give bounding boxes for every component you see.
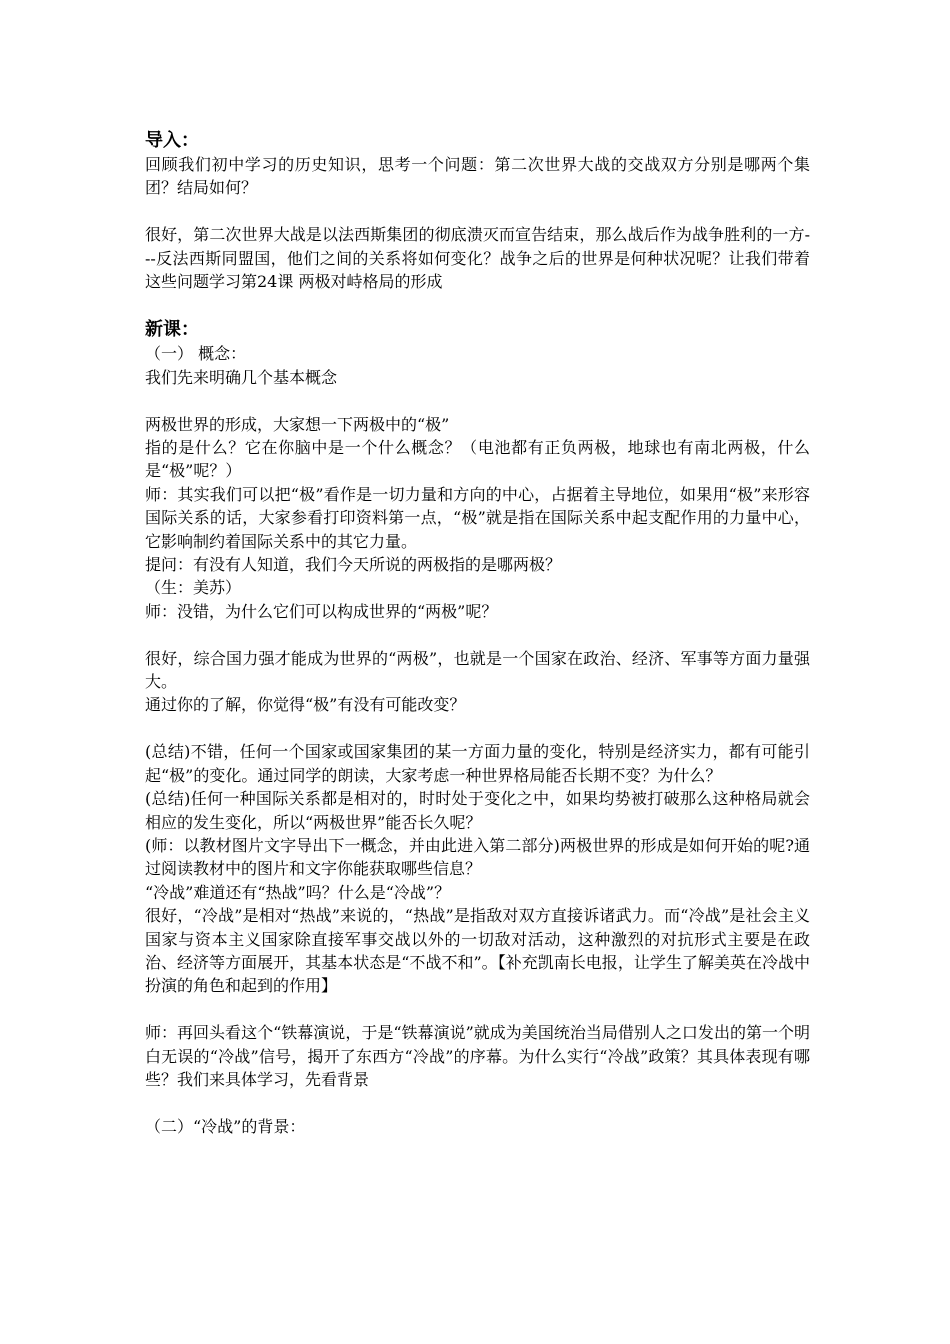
section-1-paragraph: 很好，综合国力强才能成为世界的“两极”，也就是一个国家在政治、经济、军事等方面力量强大。 bbox=[145, 648, 810, 692]
section-1-paragraph: (师：以教材图片文字导出下一概念，并由此进入第二部分)两极世界的形成是如何开始的呢?通过阅读教材中的图片和文字你能获取哪些信息？ bbox=[145, 835, 810, 879]
blank-line bbox=[145, 389, 810, 412]
lesson-heading: 新课： bbox=[145, 319, 199, 341]
section-1-paragraph: 师：再回头看这个“铁幕演说，于是“铁幕演说”就成为美国统治当局借别人之口发出的第一个明白无误的“冷战”信号，揭开了东西方“冷战”的序幕。为什么实行“冷战”政策？其具体表现有哪些？我们来具体学习，先看背景 bbox=[145, 1023, 810, 1089]
section-1-paragraph: 通过你的了解，你觉得“极”有没有可能改变？ bbox=[145, 695, 466, 715]
section-1-paragraph: (总结)任何一种国际关系都是相对的，时时处于变化之中，如果均势被打破那么这种格局就会相应的发生变化，所以“两极世界”能否长久呢？ bbox=[145, 789, 810, 832]
section-1-paragraph: 两极世界的形成，大家想一下两极中的“极” bbox=[145, 414, 450, 434]
section-1-paragraph: 提问：有没有人知道，我们今天所说的两极指的是哪两极？ bbox=[145, 555, 562, 575]
section-1-paragraph: 师：其实我们可以把“极”看作是一切力量和方向的中心，占据着主导地位，如果用“极”来形容国际关系的话，大家参看打印资料第一点，“极”就是指在国际关系中起支配作用的力量中心，它影响制约着国际关系中的其它力量。 bbox=[145, 484, 810, 551]
section-1-paragraph: （生：美苏） bbox=[145, 578, 242, 598]
section-2-title: （二）“冷战”的背景： bbox=[145, 1116, 306, 1136]
blank-line bbox=[145, 200, 810, 223]
blank-line bbox=[145, 293, 810, 317]
section-1-title: （一） 概念： bbox=[145, 344, 247, 364]
section-1-paragraph: (总结)不错，任何一个国家或国家集团的某一方面力量的变化，特别是经济实力，都有可能引起“极”的变化。通过同学的朗读，大家考虑一种世界格局能否长期不变？为什么？ bbox=[145, 742, 810, 785]
section-1-paragraph: 很好，“冷战”是相对“热战”来说的，“热战”是指敌对双方直接诉诸武力。而“冷战”是社会主义国家与资本主义国家除直接军事交战以外的一切敌对活动，这种激烈的对抗形式主要是在政治、经济等方面展开，其基本状态是“不战不和”。【补充凯南长电报，让学生了解美英在冷战中扮演的角色和起到的作用】 bbox=[145, 906, 810, 996]
intro-paragraph-2: 很好，第二次世界大战是以法西斯集团的彻底溃灭而宣告结束，那么战后作为战争胜利的一方---反法西斯同盟国，他们之间的关系将如何变化？战争之后的世界是何种状况呢？让我们带着这些问题学习第24课 两极对峙格局的形成 bbox=[145, 225, 810, 292]
section-1-paragraph: “冷战”难道还有“热战”吗？什么是“冷战”？ bbox=[145, 882, 451, 902]
blank-line bbox=[145, 717, 810, 740]
document-page bbox=[145, 128, 810, 1138]
section-1-paragraph: 师：没错，为什么它们可以构成世界的“两极”呢？ bbox=[145, 601, 498, 621]
blank-line bbox=[145, 623, 810, 646]
section-1-paragraph: 我们先来明确几个基本概念 bbox=[145, 367, 338, 387]
section-1-paragraph: 指的是什么？它在你脑中是一个什么概念？（电池都有正负两极，地球也有南北两极，什么是“极”呢？） bbox=[145, 438, 810, 481]
intro-heading: 导入： bbox=[145, 130, 199, 151]
blank-line bbox=[145, 1091, 810, 1114]
intro-paragraph-1: 回顾我们初中学习的历史知识，思考一个问题：第二次世界大战的交战双方分别是哪两个集团？结局如何？ bbox=[145, 155, 810, 198]
blank-line bbox=[145, 998, 810, 1021]
